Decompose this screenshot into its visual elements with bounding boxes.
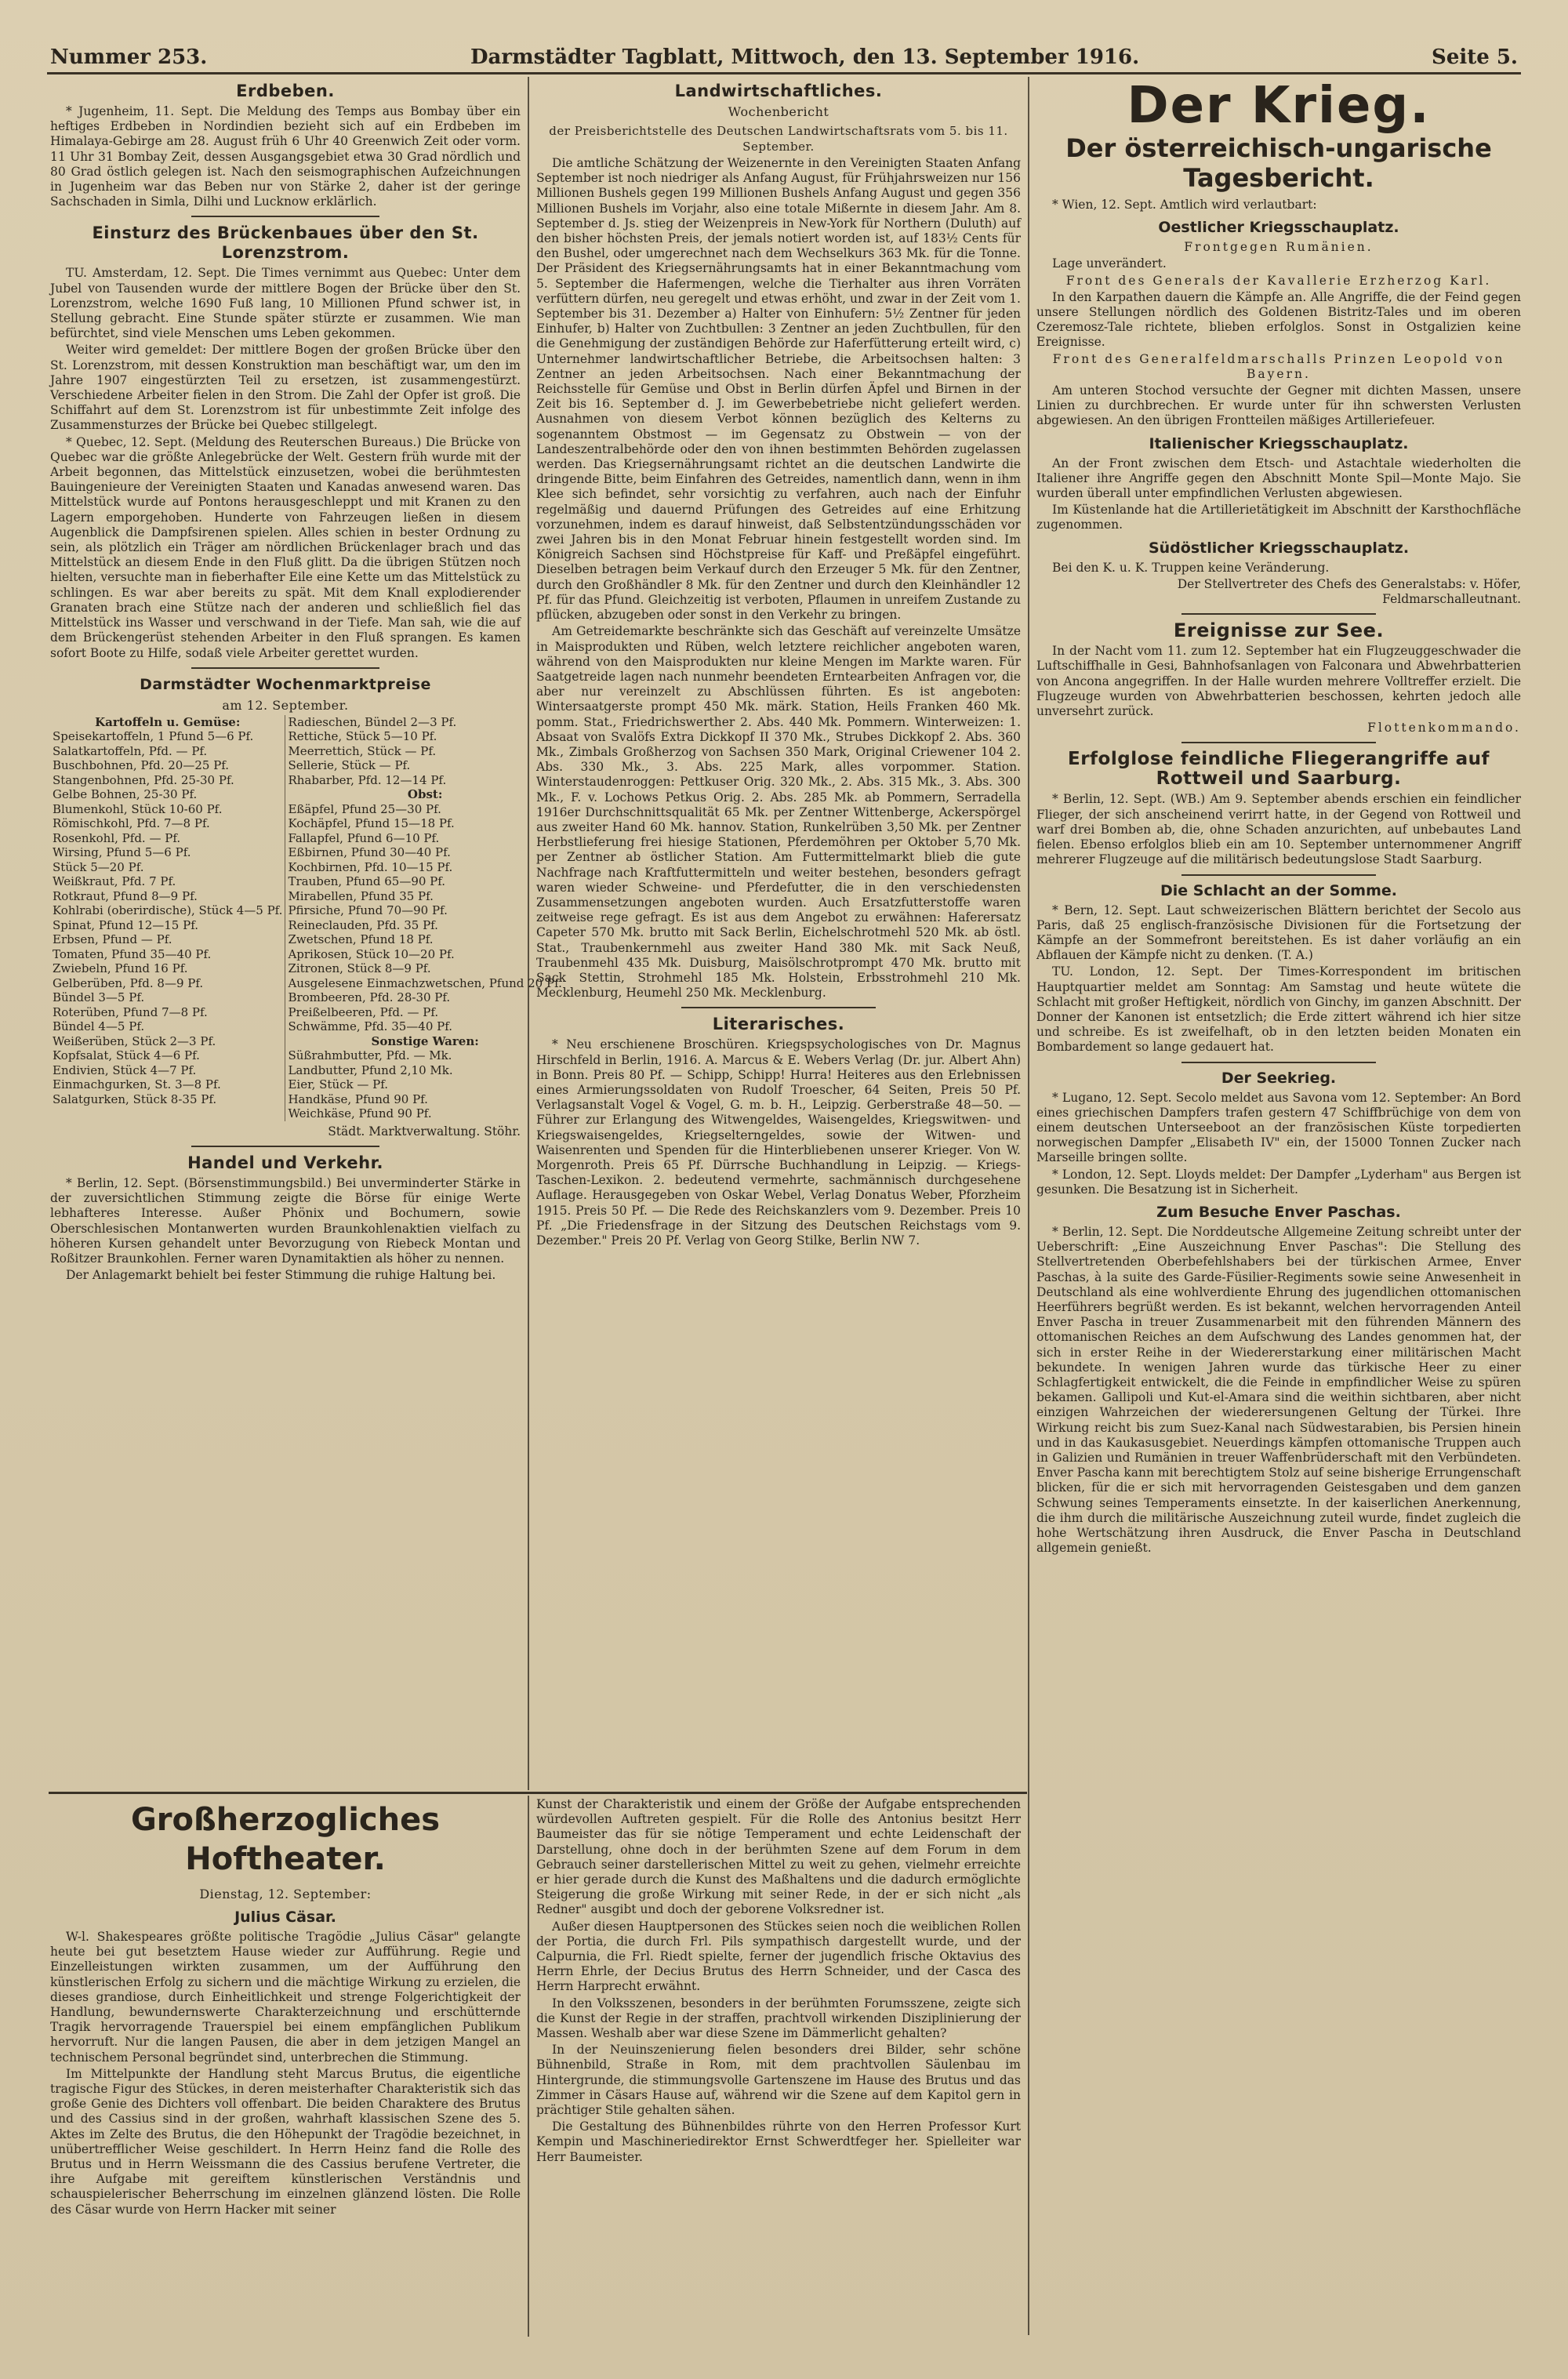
price-entry: Stangenbohnen, Pfd. 25-30 Pf. bbox=[53, 772, 234, 787]
somme-text-1: * Bern, 12. Sept. Laut schweizerischen Blättern berichtet der Secolo aus Paris, daß 25 englisch-französische Divisionen für die Fortsetzung der Kämpfe an der Sommefront bereitstehen. Es ist daher vorläufig an ein Abflauen der Kämpfe nicht zu denken. (T. A.) bbox=[1036, 903, 1521, 963]
see-text: In der Nacht vom 11. zum 12. September hat ein Flugzeuggeschwader die Luftschiffhalle in Gesi, Bahnhofsanlagen von Falconara und Abwehrbatterien von Ancona angegriffen. In der Halle wurden mehrere Volltreffer erzielt. Die Flugzeuge wurden von Abwehrbatterien beschossen, kehrten jedoch alle unversehrt zurück. bbox=[1036, 644, 1521, 719]
krieg-headline: Der Krieg. bbox=[1127, 77, 1431, 135]
price-entry: Buschbohnen, Pfd. 20—25 Pf. bbox=[53, 758, 230, 773]
krieg-intro: * Wien, 12. Sept. Amtlich wird verlautbart: bbox=[1052, 198, 1317, 212]
price-entry: Bündel 3—5 Pf. bbox=[53, 990, 145, 1005]
ost-front: Frontgegen Rumänien. bbox=[1184, 240, 1374, 255]
price-entry: Stück 5—20 Pf. bbox=[53, 859, 144, 874]
landwirtschaft-text-2: Am Getreidemarkte beschränkte sich das Geschäft auf vereinzelte Umsätze in Maisprodukten und Rüben, welch letztere reichlicher angeboten waren, während von den Maisprodukten nur kleine Mengen im Markte waren. Für Saatgetreide lagen nach nunmehr beendeten Erntearbeiten Anfragen vor, die aber nur vereinzelt zu Abschlüssen führten. Es ist angeboten: Wintersaatgerste prompt 450 Mk. märk. Station, Heils Franken 460 Mk. pomm. Stat., Friedrichswerther 2. Abs. 440 Mk. Pommern. Winterweizen: 1. Absaat von Svalöfs Extra Dickkopf II 370 Mk., Strubes Dickkopf 2. Abs. 360 Mk., Zimbals Großherzog von Sachsen 350 Mark, Original Criewener 104 2. Abs. 330 Mk., 3. Abs. 225 Mark, alles vorpommer. Station. Winterstaudenroggen: Pettkuser Orig. 320 Mk., 2. Abs. 315 Mk., 3. Abs. 300 Mk., F. v. Lochows Petkus Orig. 2. Abs. 285 Mk. ab Pommern, Serradella 1916er Durchschnittsqualität 65 Mk. per Zentner Wittenberge, Ackerspörgel aus zweiter Hand 60 Mk. hannov. Station, Runkelrüben 3,50 Mk. per Zentner Herbstlieferung frei hiesige Stationen, Pferdemöhren per Oktober 5,70 Mk. per Zentner ab östlicher Station. Am Futtermittelmarkt blieb die gute Nachfrage nach Kraftfuttermitteln und weiter bestehen, besonders gefragt waren wieder Schweine- und Pferdefutter, die in den verschiedensten Zusammensetzungen angeboten wurden. Auch Ersatzfutterstoffe waren zeitweise rege gefragt. Es ist aus dem Angebot zu erwähnen: Haferersatz Capeter 570 Mk. brutto mit Sack Berlin, Eichelschrotmehl 520 Mk. ab östl. Stat., Traubenkernmehl aus zweiter Hand 380 Mk. mit Sack Neuß, Traubenmehl 435 Mk. Duisburg, Maisölschrotprompt 470 Mk. brutto mit Sack Stettin, Strohmehl 185 Mk. Holstein, Erbsstrohmehl 210 Mk. Mecklenburg, Heumehl 250 Mk. Mecklenburg. bbox=[536, 624, 1021, 1001]
price-entry: Sellerie, Stück — Pf. bbox=[288, 758, 411, 773]
ost-heading: Oestlicher Kriegsschauplatz. bbox=[1158, 219, 1399, 237]
price-entry: Gelberüben, Pfd. 8—9 Pf. bbox=[53, 975, 204, 990]
landwirtschaft-heading: Landwirtschaftliches. bbox=[674, 82, 883, 100]
price-entry: Erbsen, Pfund — Pf. bbox=[53, 932, 172, 947]
italien-text-2: Im Küstenlande hat die Artillerietätigkeit im Abschnitt der Karsthochfläche zugenommen. bbox=[1036, 503, 1521, 532]
price-entry: Salatkartoffeln, Pfd. — Pf. bbox=[53, 743, 208, 758]
divider bbox=[681, 1007, 875, 1008]
price-entry: Aprikosen, Stück 10—20 Pf. bbox=[288, 946, 455, 961]
italien-text-1: An der Front zwischen dem Etsch- und Astachtale wiederholten die Italiener ihre Angriffe gegen den Abschnitt Monte Spil—Monte Majo. Sie wurden überall unter empfindlichen Verlusten abgewiesen. bbox=[1036, 456, 1521, 501]
literatur-heading: Literarisches. bbox=[712, 1015, 845, 1034]
price-entry: Eßäpfel, Pfund 25—30 Pf. bbox=[288, 801, 441, 816]
divider bbox=[191, 667, 379, 669]
flieger-text: * Berlin, 12. Sept. (WB.) Am 9. September abends erschien ein feindlicher Flieger, der sich anscheinend verirrt hatte, in der Gegend von Rottweil und warf drei Bomben ab, die, ohne Schaden anzurichten, auf unbebautes Land fielen. Ebenso erfolglos blieb ein am 10. September unternommener Angriff mehrerer Flugzeuge auf die militärisch bedeutungslose Stadt Saarburg. bbox=[1036, 792, 1521, 867]
italien-heading: Italienischer Kriegsschauplatz. bbox=[1149, 434, 1409, 452]
column-1 bbox=[50, 78, 562, 1788]
landwirtschaft-source: der Preisberichtstelle des Deutschen Landwirtschaftsrats vom 5. bis 11. September. bbox=[549, 124, 1008, 154]
price-entry: Weichkäse, Pfund 90 Pf. bbox=[288, 1106, 432, 1121]
theater-text-1: W-l. Shakespeares größte politische Tragödie „Julius Cäsar" gelangte heute bei gut besetztem Hause wieder zur Aufführung. Regie und Einzelleistungen wirkten zusammen, um der Aufführung den künstlerischen Erfolg zu sichern und die mächtige Wirkung zu erzielen, die dieses grandiose, durch Einheitlichkeit und strenge Folgerichtigkeit der Handlung, bewundernswerte Charakterzeichnung und erschütternde Tragik hervorragende Trauerspiel bei einem empfänglichen Publikum hervorruft. Nur die langen Pausen, die aber in dem jetzigen Mangel an technischem Personal begründet sind, unterbrechen die Stimmung. bbox=[50, 1930, 521, 2065]
price-entry: Wirsing, Pfund 5—6 Pf. bbox=[53, 845, 191, 860]
price-entry: Reineclauden, Pfd. 35 Pf. bbox=[288, 917, 438, 932]
price-entry: Kartoffeln u. Gemüse: bbox=[95, 714, 241, 729]
price-entry: Trauben, Pfund 65—90 Pf. bbox=[288, 874, 446, 889]
theater-text-7: Die Gestaltung des Bühnenbildes rührte von den Herren Professor Kurt Kempin und Maschineriedirektor Ernst Schwerdtfeger her. Spielleiter war Herr Baumeister. bbox=[536, 2119, 1021, 2164]
price-entry: Kochbirnen, Pfd. 10—15 Pf. bbox=[288, 859, 453, 874]
bruecke-text-3: * Quebec, 12. Sept. (Meldung des Reuterschen Bureaus.) Die Brücke von Quebec war die größte Anlegebrücke der Welt. Gestern früh wurde mit der Arbeit begonnen, das Mittelstück einzusetzen, wobei die berühmtesten Bauingenieure der Vereinigten Staaten und Kanadas anwesend waren. Das Mittelstück wurde auf Pontons herausgeschleppt und mit Kranen zu den Lagern emporgehoben. Hunderte von Fahrzeugen ließen in diesem Augenblick die Dampfsirenen spielen. Alles schien in bester Ordnung zu sein, als plötzlich ein Träger am nördlichen Brückenlager brach und das Mittelstück an diesem Ende in den Fluß glitt. Da die übrigen Stützen noch hielten, versuchte man in fieberhafter Eile eine Kette um das Mittelstück zu schlingen. Es war aber bereits zu spät. Mit dem Knall explodierender Granaten brach eine Stütze nach der anderen und schließlich fiel das Mittelstück ins Wasser und verschwand in der Tiefe. Man sah, wie die auf dem Brückengerüst stehenden Arbeiter in den Fluß sprangen. Es kamen sofort Boote zu Hilfe, sodaß viele Arbeiter gerettet wurden. bbox=[50, 434, 521, 660]
price-entry: Römischkohl, Pfd. 7—8 Pf. bbox=[53, 816, 210, 831]
price-list-vegetables bbox=[53, 715, 282, 1107]
ost-text-2: Am unteren Stochod versuchte der Gegner mit dichten Massen, unsere Linien zu durchbrechen. Er wurde unter für ihn schwersten Verlusten abgewiesen. An den übrigen Frontteilen mäßiges Artilleriefeuer. bbox=[1036, 383, 1521, 428]
price-entry: Endivien, Stück 4—7 Pf. bbox=[53, 1062, 197, 1077]
somme-text-2: TU. London, 12. Sept. Der Times-Korrespondent im britischen Hauptquartier meldet am Sonntag: Am Samstag und heute wütete die Schlacht mit großer Heftigkeit, nördlich von Ginchy, im ganzen Abschnitt. Der Donner der Kanonen ist entsetzlich; die Erde zittert während ich hier sitze und schreibe. Es ist zweifelhaft, ob in den letzten beiden Monaten ein Bombardement so lange gedauert hat. bbox=[1036, 964, 1521, 1055]
price-entry: Preißelbeeren, Pfd. — Pf. bbox=[288, 1004, 439, 1019]
price-entry: Rhabarber, Pfd. 12—14 Pf. bbox=[288, 772, 447, 787]
see-signature: Flottenkommando. bbox=[1367, 721, 1521, 735]
theater-text-2: Im Mittelpunkte der Handlung steht Marcus Brutus, die eigentliche tragische Figur des Stückes, in deren meisterhafter Charakteristik sich das große Genie des Dichters voll offenbart. Die beiden Charaktere des Brutus und des Cassius sind in der großen, wahrhaft klassischen Szene des 5. Aktes im Zelte des Brutus, die den Höhepunkt der Tragödie bezeichnet, in unübertrefflicher Weise geschildert. In Herrn Heinz fand die Rolle des Brutus und in Herrn Weissmann die des Cassius berufene Vertreter, die ihre Aufgabe mit gereiftem künstlerischen Verständnis und schauspielerischer Beherrschung im einzelnen glänzend lösten. Die Rolle des Cäsar wurde von Herrn Hacker mit seiner bbox=[50, 2066, 521, 2217]
landwirtschaft-subheading: Wochenbericht bbox=[728, 104, 829, 119]
seekrieg-text-1: * Lugano, 12. Sept. Secolo meldet aus Savona vom 12. September: An Bord eines griechischen Dampfers trafen gestern 47 Schiffbrüchige von dem von einem deutschen Unterseeboot an der französischen Küste torpedierten norwegischen Dampfer „Elisabeth IV" ein, der 15000 Tonnen Zucker nach Marseille bringen sollte. bbox=[1036, 1090, 1521, 1165]
price-entry: Roterüben, Pfund 7—8 Pf. bbox=[53, 1004, 208, 1019]
theater-play: Julius Cäsar. bbox=[234, 1909, 336, 1926]
divider bbox=[191, 1146, 379, 1147]
price-entry: Mirabellen, Pfund 35 Pf. bbox=[288, 888, 434, 903]
flieger-heading: Erfolglose feindliche Fliegerangriffe auf Rottweil und Saarburg. bbox=[1068, 749, 1490, 790]
page-number: Seite 5. bbox=[1432, 45, 1518, 69]
erdbeben-heading: Erdbeben. bbox=[236, 82, 335, 100]
theater-text-3: Kunst der Charakteristik und einem der Größe der Aufgabe entsprechenden würdevollen Auftreten gespielt. Für die Rolle des Antonius besitzt Herr Baumeister das für sie nötige Temperament und echte Leidenschaft der Darstellung, ohne doch in der berühmten Szene auf dem Forum in dem Gebrauch seiner darstellerischen Mittel zu weit zu gehen, vielmehr erreichte er hier gerade durch die Kunst des Maßhaltens und die dadurch ermöglichte Steigerung die große Wirkung mit seiner Rede, in der er sich nicht „als Redner" ausgibt und doch der geborene Volksredner ist. bbox=[536, 1797, 1021, 1917]
price-entry: Eßbirnen, Pfund 30—40 Pf. bbox=[288, 845, 451, 860]
column-3 bbox=[1036, 78, 1521, 2337]
divider bbox=[1181, 742, 1375, 743]
section-rule bbox=[49, 1792, 1027, 1794]
theater-heading: Großherzogliches Hoftheater. bbox=[130, 1802, 441, 1877]
price-entry: Landbutter, Pfund 2,10 Mk. bbox=[288, 1062, 453, 1077]
literatur-text: * Neu erschienene Broschüren. Kriegspsychologisches von Dr. Magnus Hirschfeld in Berlin, 1916. A. Marcus & E. Webers Verlag (Dr. jur. Albert Ahn) in Bonn. Preis 80 Pf. — Schipp, Schipp! Hurra! Heiteres aus den Erlebnissen eines Armierungssoldaten von Rudolf Troescher, 64 Seiten, Preis 50 Pf. Verlagsanstalt Vogel & Vogel, G. m. b. H., Leipzig. Gerberstraße 48—50. — Führer zur Erlangung des Witwengeldes, Waisengeldes, Kriegswitwen- und Kriegswaisengeldes, Kriegselterngeldes, sowie der Witwen- und Waisenrenten und Spenden für die Hinterbliebenen unserer Krieger. Von W. Morgenroth. Preis 65 Pf. Dürrsche Buchhandlung in Leipzig. — Kriegs-Taschen-Lexikon. 2. bedeutend vermehrte, sachmännisch durchgesehene Auflage. Herausgegeben von Oskar Webel, Verlag Donatus Weber, Pforzheim 1915. Preis 50 Pf. — Die Rede des Reichskanzlers vom 9. Dezember. Preis 10 Pf. „Die Friedensfrage in der Sitzung des Deutschen Reichstags vom 9. Dezember." Preis 20 Pf. Verlag von Georg Stilke, Berlin NW 7. bbox=[536, 1037, 1021, 1248]
price-entry: Eier, Stück — Pf. bbox=[288, 1077, 389, 1092]
price-entry: Zwiebeln, Pfund 16 Pf. bbox=[53, 961, 188, 976]
paper-title-date: Darmstädter Tagblatt, Mittwoch, den 13. September 1916. bbox=[470, 45, 1140, 69]
price-entry: Blumenkohl, Stück 10-60 Pf. bbox=[53, 801, 223, 816]
ost-lage: Lage unverändert. bbox=[1052, 256, 1167, 271]
markt-heading: Darmstädter Wochenmarktpreise bbox=[140, 675, 431, 693]
theater-date: Dienstag, 12. September: bbox=[199, 1887, 372, 1901]
price-entry: Rettiche, Stück 5—10 Pf. bbox=[288, 729, 437, 744]
price-entry: Speisekartoffeln, 1 Pfund 5—6 Pf. bbox=[53, 729, 254, 744]
price-entry: Einmachgurken, St. 3—8 Pf. bbox=[53, 1077, 221, 1092]
price-entry: Weißerüben, Stück 2—3 Pf. bbox=[53, 1033, 216, 1048]
price-entry: Zwetschen, Pfund 18 Pf. bbox=[288, 932, 434, 947]
seekrieg-heading: Der Seekrieg. bbox=[1221, 1069, 1337, 1087]
ost-front-karl: Front des Generals der Kavallerie Erzherzog Karl. bbox=[1065, 273, 1492, 288]
enver-text: * Berlin, 12. Sept. Die Norddeutsche Allgemeine Zeitung schreibt unter der Ueberschrift: „Eine Auszeichnung Enver Paschas": Die Stellung des Stellvertretenden Oberbefehlshabers bei der türkischen Armee, Enver Paschas, à la suite des Garde-Füsilier-Regiments sowie seine Anwesenheit in Deutschland als eine wohlverdiente Ehrung des jugendlichen ottomanischen Heerführers begrüßt werden. Es ist bekannt, welchen hervorragenden Anteil Enver Pascha in treuer Zusammenarbeit mit den führenden Männern des ottomanischen Reiches an dem Aufschwung des Landes genommen hat, der sich in erster Reihe in der Wiedererstarkung einer militärischen Macht bekundete. In wenigen Jahren wurde das türkische Heer zu einer Schlagfertigkeit entwickelt, die die Feinde in empfindlicher Weise zu spüren bekamen. Gallipoli und Kut-el-Amara sind die weithin sichtbaren, aber nicht einzigen Wahrzeichen der wiederersungenen Geltung der Türkei. Ihre Wirkung reicht bis zum Suez-Kanal nach Südwestarabien, bis Persien hinein und in das Kaukasusgebiet. Neuerdings kämpfen ottomanische Truppen auch in Galizien und Rumänien in treuer Waffenbrüderschaft mit den Verbündeten. Enver Pascha kann mit berechtigtem Stolz auf seine bisherige Errungenschaft blicken, für die er sich mit hervorragenden Geistesgaben und dem ganzen Schwung seines Temperaments einsetzte. In der kaiserlichen Anerkennung, die ihm durch die militärische Auszeichnung zuteil wurde, findet zugleich die hohe Wertschätzung ihren Ausdruck, die Enver Pascha in Deutschland allgemein genießt. bbox=[1036, 1224, 1521, 1556]
theater-column-right bbox=[536, 1797, 1021, 2338]
enver-heading: Zum Besuche Enver Paschas. bbox=[1156, 1203, 1401, 1221]
price-entry: Rotkraut, Pfund 8—9 Pf. bbox=[53, 888, 198, 903]
price-entry: Brombeeren, Pfd. 28-30 Pf. bbox=[288, 990, 451, 1005]
column-rule bbox=[1028, 77, 1029, 2335]
suedost-text: Bei den K. u. K. Truppen keine Veränderung. bbox=[1052, 560, 1330, 575]
divider bbox=[1181, 874, 1375, 876]
price-entry: Salatgurken, Stück 8-35 Pf. bbox=[53, 1091, 217, 1106]
divider bbox=[1181, 1062, 1375, 1063]
markt-date: am 12. September. bbox=[222, 697, 349, 713]
column-rule bbox=[528, 1796, 529, 2337]
theater-column-left bbox=[50, 1797, 521, 2338]
divider bbox=[191, 216, 379, 217]
price-entry: Radieschen, Bündel 2—3 Pf. bbox=[288, 714, 457, 729]
price-entry: Handkäse, Pfund 90 Pf. bbox=[288, 1091, 428, 1106]
price-entry: Tomaten, Pfund 35—40 Pf. bbox=[53, 946, 212, 961]
ost-front-leopold: Front des Generalfeldmarschalls Prinzen Leopold von Bayern. bbox=[1052, 351, 1505, 381]
price-table bbox=[50, 715, 564, 1121]
bruecke-heading: Einsturz des Brückenbaues über den St. Lorenzstrom. bbox=[92, 223, 479, 263]
price-entry: Gelbe Bohnen, 25-30 Pf. bbox=[53, 787, 198, 802]
column-2 bbox=[536, 78, 1021, 1788]
price-list-fruit-other bbox=[288, 715, 561, 1121]
price-entry: Spinat, Pfund 12—15 Pf. bbox=[53, 917, 198, 932]
price-entry: Weißkraut, Pfd. 7 Pf. bbox=[53, 874, 176, 889]
somme-heading: Die Schlacht an der Somme. bbox=[1160, 881, 1397, 899]
theater-text-6: In der Neuinszenierung fielen besonders drei Bilder, sehr schöne Bühnenbild, Straße in Rom, mit dem prachtvollen Säulenbau im Hintergrunde, die stimmungsvolle Gartenszene im Hause des Brutus und das Zimmer in Cäsars Hause auf, während wir die Szene auf dem Kapitol gern in prächtiger Stile gehalten sähen. bbox=[536, 2043, 1021, 2118]
see-heading: Ereignisse zur See. bbox=[1173, 619, 1385, 642]
price-entry: Schwämme, Pfd. 35—40 Pf. bbox=[288, 1019, 453, 1034]
handel-text: * Berlin, 12. Sept. (Börsenstimmungsbild.) Bei unverminderter Stärke in der zuversichtlichen Stimmung zeigte die Börse für einige Werte lebhafteres Interesse. Außer Phönix und Bochumern, sowie Oberschlesischen Montanwerten wurden Braunkohlenaktien vielfach zu höheren Kursen gehandelt unter Bevorzugung von Riebeck Montan und Roßitzer Braunkohlen. Ferner waren Dynamitaktien als höher zu nennen. bbox=[50, 1175, 521, 1266]
erdbeben-text: * Jugenheim, 11. Sept. Die Meldung des Temps aus Bombay über ein heftiges Erdbeben in Nordindien bezieht sich auf ein Erdbeben im Himalaya-Gebirge am 28. August früh 6 Uhr 40 Greenwich Zeit oder vorm. 11 Uhr 31 Bombay Zeit, dessen Ausgangsgebiet etwa 30 Grad nördlich und 80 Grad östlich gelegen ist. Nach den seismographischen Aufzeichnungen in Jugenheim war das Beben nur von Stärke 2, daher ist der geringe Sachschaden in Simla, Dilhi und Lucknow erklärlich. bbox=[50, 104, 521, 209]
price-entry: Süßrahmbutter, Pfd. — Mk. bbox=[288, 1048, 452, 1063]
masthead bbox=[47, 44, 1521, 74]
price-entry: Pfirsiche, Pfund 70—90 Pf. bbox=[288, 903, 448, 918]
price-entry: Fallapfel, Pfund 6—10 Pf. bbox=[288, 830, 440, 845]
price-entry: Bündel 4—5 Pf. bbox=[53, 1019, 145, 1034]
price-entry: Meerrettich, Stück — Pf. bbox=[288, 743, 437, 758]
krieg-subheadline: Der österreichisch-ungarische Tagesbericht. bbox=[1065, 133, 1492, 193]
price-entry: Zitronen, Stück 8—9 Pf. bbox=[288, 961, 431, 976]
suedost-heading: Südöstlicher Kriegsschauplatz. bbox=[1148, 539, 1410, 557]
handel-heading: Handel und Verkehr. bbox=[187, 1153, 383, 1172]
price-entry: Obst: bbox=[407, 787, 443, 802]
issue-number: Nummer 253. bbox=[50, 45, 208, 69]
price-entry: Kopfsalat, Stück 4—6 Pf. bbox=[53, 1048, 200, 1063]
price-entry: Kochäpfel, Pfund 15—18 Pf. bbox=[288, 816, 455, 831]
handel-text-2: Der Anlagemarkt behielt bei fester Stimmung die ruhige Haltung bei. bbox=[66, 1268, 496, 1283]
markt-signature: Städt. Marktverwaltung. Stöhr. bbox=[328, 1124, 521, 1139]
suedost-signature: Der Stellvertreter des Chefs des Generalstabs: v. Höfer, Feldmarschalleutnant. bbox=[1177, 576, 1521, 607]
bruecke-text-2: Weiter wird gemeldet: Der mittlere Bogen der großen Brücke über den St. Lorenzstrom, mit dessen Konstruktion man beschäftigt war, um den im Jahre 1907 eingestürzten Teil zu ersetzen, ist zusammengestürzt. Verschiedene Arbeiter fielen in den Strom. Die Zahl der Opfer ist groß. Die Schiffahrt auf dem St. Lorenzstrom ist für unbestimmte Zeit infolge des Zusammensturzes der Brücke bei Quebec stillgelegt. bbox=[50, 343, 521, 433]
bruecke-text-1: TU. Amsterdam, 12. Sept. Die Times vernimmt aus Quebec: Unter dem Jubel von Tausenden wurde der mittlere Bogen der Brücke über den St. Lorenzstrom, welche 1690 Fuß lang, 10 Millionen Pfund schwer ist, in Stellung gebracht. Eine Stunde später stürzte er zusammen. Wie man befürchtet, sind viele Menschen ums Leben gekommen. bbox=[50, 266, 521, 341]
price-entry: Kohlrabi (oberirdische), Stück 4—5 Pf. bbox=[53, 903, 283, 918]
theater-text-5: In den Volksszenen, besonders in der berühmten Forumsszene, zeigte sich die Kunst der Regie in der straffen, prachtvoll wirkenden Disziplinierung der Massen. Weshalb aber war diese Szene im Dämmerlicht gehalten? bbox=[536, 1996, 1021, 2041]
price-entry: Ausgelesene Einmachzwetschen, Pfund 20 Pf. bbox=[288, 975, 562, 990]
landwirtschaft-text-1: Die amtliche Schätzung der Weizenernte in den Vereinigten Staaten Anfang September ist noch niedriger als Anfang August, für Frühjahrsweizen nur 156 Millionen Bushels gegen 199 Millionen Bushels Anfang August und gegen 356 Millionen Bushels im Vorjahr, also eine totale Mißernte in diesem Jahr. Am 8. September d. Js. stieg der Weizenpreis in New-York für Northern (Duluth) auf den bisher höchsten Preis, der jemals notiert worden ist, auf 183½ Cents für den Bushel, oder umgerechnet nach dem Wechselkurs 363 Mk. für die Tonne. Der Präsident des Kriegsernährungsamts hat in einer Bekanntmachung vom 5. September die Hafermengen, welche die Tierhalter aus ihren Vorräten verfüttern dürfen, neu geregelt und etwas erhöht, und zwar in der Zeit vom 1. September bis 31. Dezember a) Halter von Einhufern: 5½ Zentner für jeden Einhufer, b) Halter von Zuchtbullen: 3 Zentner an jeden Zuchtbullen, für den die Genehmigung der zuständigen Behörde zur Haferfütterung erteilt wird, c) Unternehmer landwirtschaftlicher Betriebe, die Arbeitsochsen halten: 3 Zentner an jeden Arbeitsochsen. Nach einer Bekanntmachung der Reichsstelle für Gemüse und Obst in Berlin dürfen Äpfel und Birnen in der Zeit bis 16. September d. J. im Gewerbebetriebe nicht geliefert werden. Ausnahmen von diesem Verbot können bezüglich des Kelterns zu sogenanntem Obstmost — im Gegensatz zu Obstwein — von der Landeszentralbehörde oder den von ihnen bestimmten Behörden zugelassen werden. Das Kriegsernährungsamt richtet an die deutschen Landwirte die dringende Bitte, beim Einfahren des Getreides, namentlich dann, wenn in ihm Klee sich befindet, sehr vorsichtig zu verfahren, auch nach der Einfuhr regelmäßig und dauernd Prüfungen des Getreides auf eine Erhitzung vorzunehmen, indem es darauf hinweist, daß Selbstentzündungsschäden vor zwei Jahren bis in den Monat Februar hinein festgestellt worden sind. Im Königreich Sachsen sind Höchstpreise für Kaff- und Preßäpfel eingeführt. Dieselben betragen beim Verkauf durch den Erzeuger 5 Mk. für den Zentner, durch den Großhändler 8 Mk. für den Zentner und durch den Kleinhändler 12 Pf. für das Pfund. Gleichzeitig ist verboten, Pflaumen in unreifem Zustande zu pflücken, abzugeben oder sonst in den Verkehr zu bringen. bbox=[536, 156, 1021, 623]
theater-text-4: Außer diesen Hauptpersonen des Stückes seien noch die weiblichen Rollen der Portia, die durch Frl. Pils sympathisch dargestellt wurde, und der Calpurnia, die Frl. Riedt spielte, ferner der jugendlich frische Oktavius des Herrn Ehrle, der Decius Brutus des Herrn Schneider, und der Casca des Herrn Harprecht erwähnt. bbox=[536, 1919, 1021, 1994]
seekrieg-text-2: * London, 12. Sept. Lloyds meldet: Der Dampfer „Lyderham" aus Bergen ist gesunken. Die Besatzung ist in Sicherheit. bbox=[1036, 1167, 1521, 1197]
price-entry: Sonstige Waren: bbox=[371, 1033, 479, 1048]
ost-text-1: In den Karpathen dauern die Kämpfe an. Alle Angriffe, die der Feind gegen unsere Stellungen nördlich des Goldenen Bistritz-Tales und im oberen Czeremosz-Tale richtete, blieben erfolglos. Sonst in Ostgalizien keine Ereignisse. bbox=[1036, 289, 1521, 350]
price-entry: Rosenkohl, Pfd. — Pf. bbox=[53, 830, 181, 845]
divider bbox=[1181, 613, 1375, 615]
